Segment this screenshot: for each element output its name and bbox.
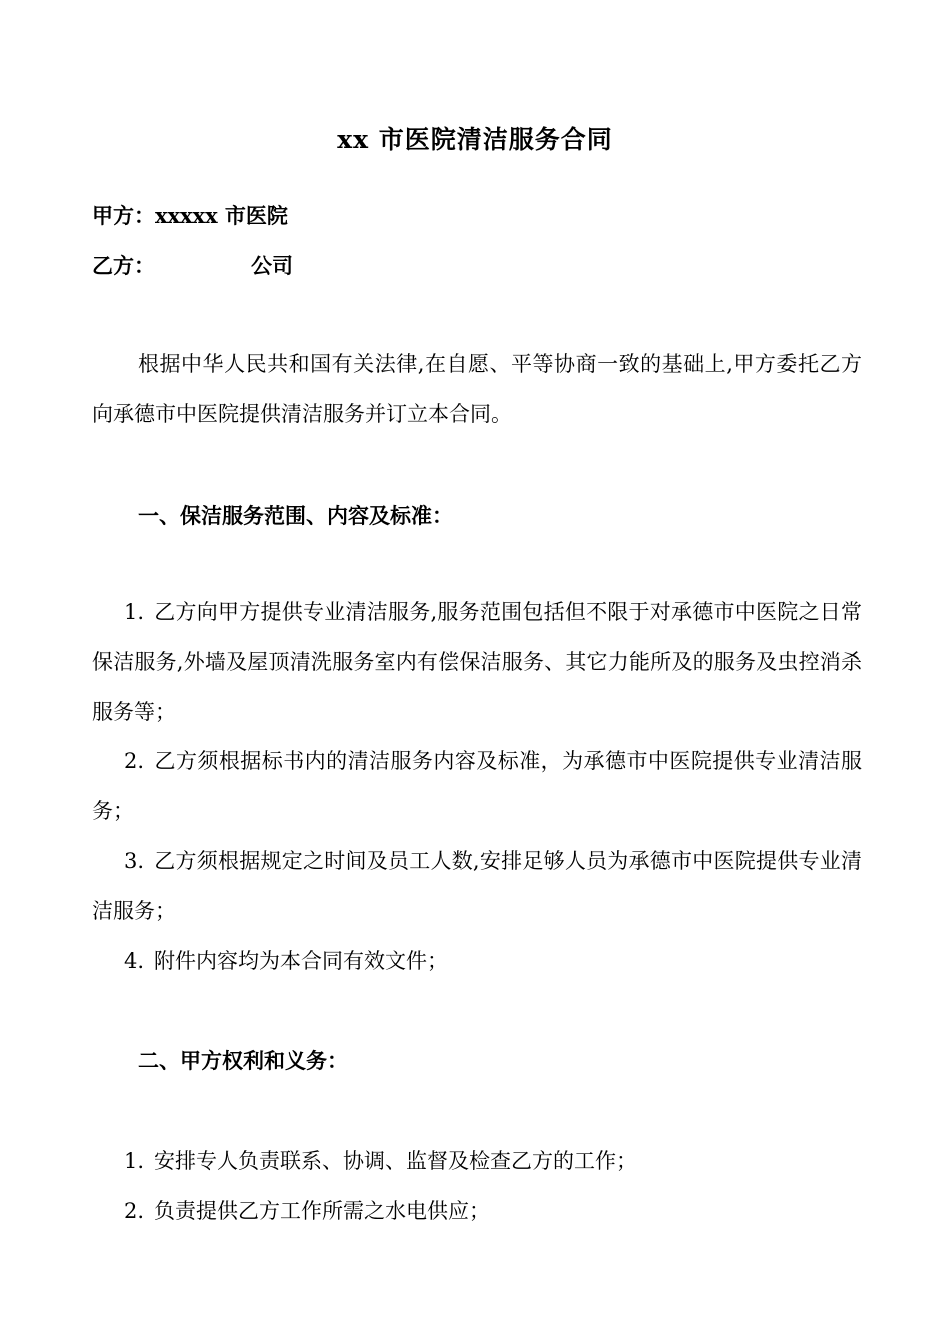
item-text: 乙方向甲方提供专业清洁服务,服务范围包括但不限于对承德市中医院之日常保洁服务,外墙及屋顶清洗服务室内有偿保洁服务、其它力能所及的服务及虫控消杀服务等； (92, 600, 862, 724)
section-2-item (92, 1186, 862, 1236)
party-b-company: 公司 (251, 253, 293, 278)
party-b-line (92, 250, 293, 280)
party-a-line: 甲方：xxxxx 市医院 (92, 203, 288, 228)
document-title: xx 市医院清洁服务合同 (337, 125, 613, 154)
section-1-heading: 一、保洁服务范围、内容及标准： (138, 503, 453, 528)
item-number: 2. (124, 749, 145, 773)
item-text: 乙方须根据规定之时间及员工人数,安排足够人员为承德市中医院提供专业清洁服务； (92, 849, 862, 923)
item-number: 2. (124, 1199, 145, 1223)
section-1-item (92, 936, 862, 986)
item-number: 3. (124, 849, 145, 873)
section-1-item (92, 587, 862, 737)
item-text: 附件内容均为本合同有效文件； (154, 949, 449, 973)
item-number: 1. (124, 600, 145, 624)
item-text: 负责提供乙方工作所需之水电供应； (154, 1199, 491, 1223)
item-number: 1. (124, 1149, 145, 1173)
item-number: 4. (124, 949, 145, 973)
item-text: 安排专人负责联系、协调、监督及检查乙方的工作； (154, 1149, 638, 1173)
section-1-item (92, 736, 862, 836)
item-text: 乙方须根据标书内的清洁服务内容及标准，为承德市中医院提供专业清洁服务； (92, 749, 862, 823)
section-2-heading: 二、甲方权利和义务： (138, 1048, 348, 1073)
party-b-label: 乙方： (92, 253, 155, 278)
section-2-item (92, 1136, 862, 1186)
section-1-item (92, 836, 862, 936)
intro-paragraph: 根据中华人民共和国有关法律,在自愿、平等协商一致的基础上,甲方委托乙方向承德市中医院提供清洁服务并订立本合同。 (92, 352, 862, 426)
